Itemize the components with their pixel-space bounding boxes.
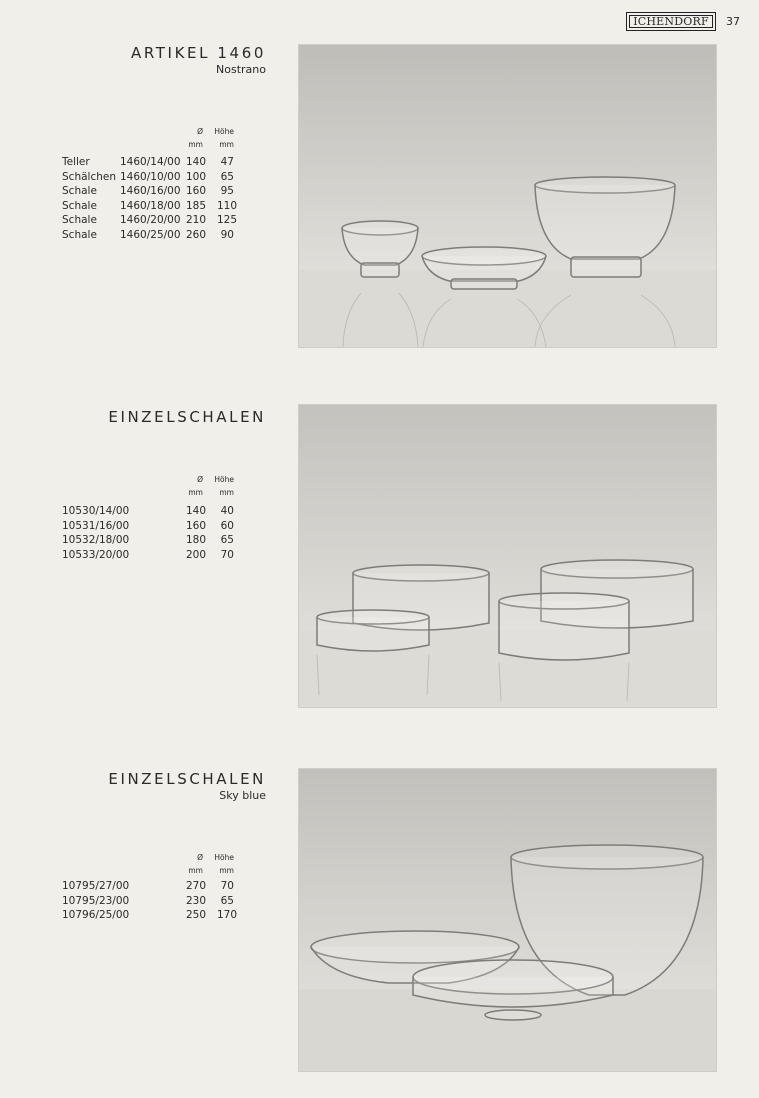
glass-dish-small-left: [317, 610, 429, 651]
diameter-header: Ø: [197, 475, 203, 484]
item-diameter: 185: [186, 199, 207, 212]
item-diameter: 160: [186, 519, 207, 532]
item-diameter: 140: [186, 156, 207, 168]
item-name: Schale: [62, 228, 97, 241]
product-photo-sky-blue: [298, 768, 717, 1072]
item-height: 65: [220, 534, 234, 547]
item-code: 10795/23/00: [62, 894, 130, 907]
item-diameter: 210: [186, 214, 207, 227]
height-header: Höhe: [214, 853, 234, 862]
section-title: EINZELSCHALEN: [108, 770, 266, 788]
item-code: 10532/18/00: [62, 534, 130, 547]
item-height: 90: [220, 228, 234, 241]
item-diameter: 200: [186, 548, 207, 561]
height-unit: mm: [219, 488, 234, 497]
diameter-unit: mm: [188, 488, 203, 497]
item-diameter: 100: [186, 170, 207, 183]
item-code: 10796/25/00: [62, 909, 130, 922]
height-header: Höhe: [214, 127, 234, 136]
item-height: 40: [220, 505, 234, 517]
item-code: 10531/16/00: [62, 519, 130, 532]
item-height: 65: [220, 894, 234, 907]
page-number: 37: [726, 15, 740, 28]
section-subtitle: Sky blue: [219, 789, 266, 802]
height-unit: mm: [219, 140, 234, 149]
height-unit: mm: [219, 866, 234, 875]
item-height: 65: [220, 170, 234, 183]
item-diameter: 160: [186, 185, 207, 198]
item-name: Schälchen: [62, 170, 116, 183]
brand-name: ICHENDORF: [633, 15, 709, 28]
glass-dish-medium-right: [499, 593, 629, 660]
brand-logo: [626, 12, 716, 31]
item-code: 1460/16/00: [120, 185, 181, 198]
product-photo-nostrano: [298, 44, 717, 348]
item-name: Schale: [62, 214, 97, 227]
item-diameter: 230: [186, 894, 207, 907]
item-code: 10795/27/00: [62, 880, 130, 892]
item-diameter: 270: [186, 880, 207, 892]
product-photo-einzelschalen: [298, 404, 717, 708]
diameter-header: Ø: [197, 127, 203, 136]
item-height: 170: [217, 909, 238, 922]
item-code: 1460/10/00: [120, 170, 181, 183]
item-code: 1460/18/00: [120, 199, 181, 212]
diameter-unit: mm: [188, 866, 203, 875]
item-height: 95: [220, 185, 234, 198]
item-code: 10533/20/00: [62, 548, 130, 561]
section-title-block: [108, 770, 266, 803]
section-title-block: [108, 408, 266, 426]
item-diameter: 250: [186, 909, 207, 922]
item-height: 60: [220, 519, 234, 532]
item-code: 10530/14/00: [62, 505, 130, 517]
item-height: 70: [220, 548, 234, 561]
item-diameter: 140: [186, 505, 207, 517]
item-height: 110: [217, 199, 238, 212]
item-code: 1460/25/00: [120, 228, 181, 241]
item-height: 70: [220, 880, 234, 892]
section-title-block: [131, 44, 266, 77]
height-header: Höhe: [214, 475, 234, 484]
item-height: 125: [217, 214, 238, 227]
item-code: 1460/20/00: [120, 214, 181, 227]
item-name: Schale: [62, 199, 97, 212]
item-diameter: 180: [186, 534, 207, 547]
section-title: ARTIKEL 1460: [131, 44, 266, 62]
item-name: Schale: [62, 185, 97, 198]
section-subtitle: Nostrano: [216, 63, 266, 76]
item-name: Teller: [62, 156, 90, 168]
diameter-unit: mm: [188, 140, 203, 149]
section-title: EINZELSCHALEN: [108, 408, 266, 426]
item-diameter: 260: [186, 228, 207, 241]
item-code: 1460/14/00: [120, 156, 181, 168]
item-height: 47: [220, 156, 234, 168]
diameter-header: Ø: [197, 853, 203, 862]
